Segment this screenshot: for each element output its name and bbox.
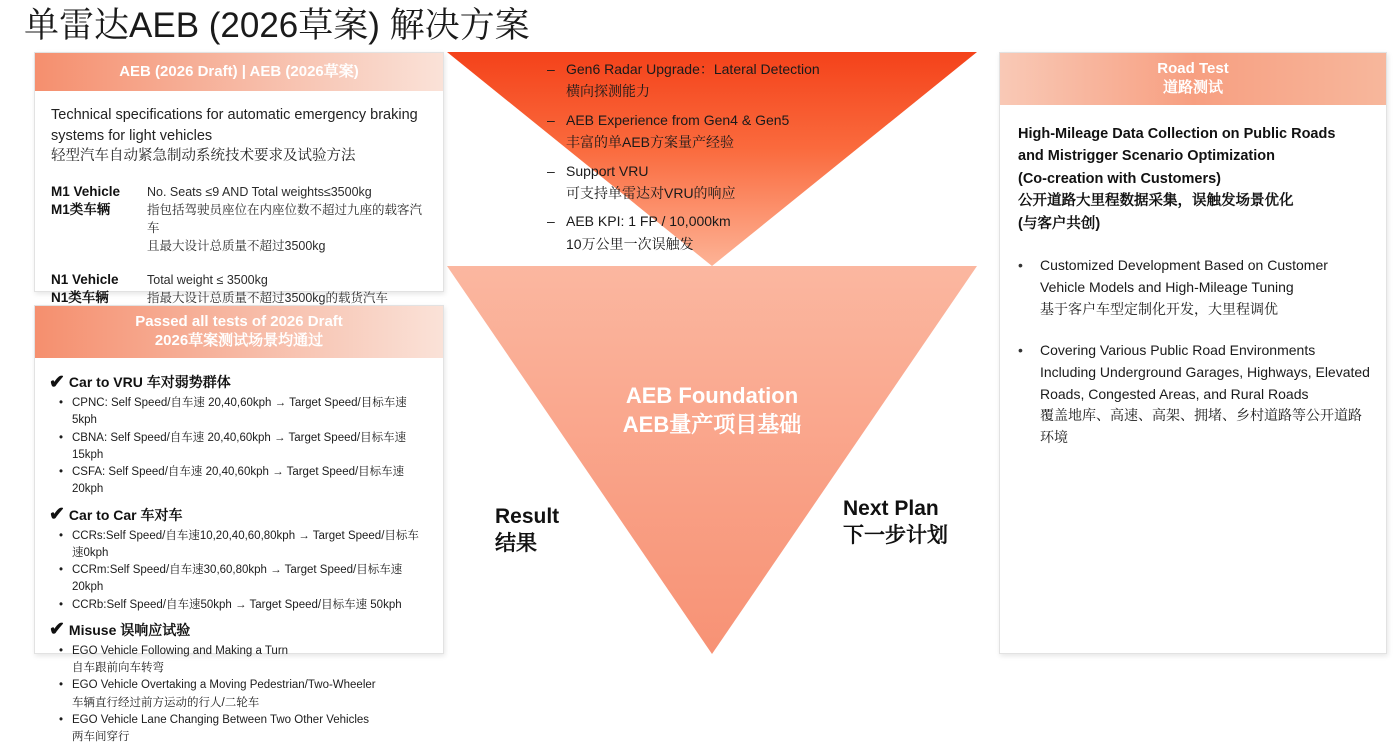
passed-tests-header-en: Passed all tests of 2026 Draft: [135, 313, 343, 331]
list-item: [1018, 340, 1370, 448]
bullet-dot-icon: •: [59, 466, 64, 478]
list-item: [59, 597, 429, 614]
road-test-summary-line-1: High-Mileage Data Collection on Public Roads: [1018, 126, 1336, 142]
test-group-car-to-car-label: Car to Car 车对车: [68, 506, 183, 523]
bullet-dot-icon: •: [59, 644, 64, 657]
list-item-subtext: 自车跟前向车转弯: [72, 662, 164, 674]
list-item: [1018, 255, 1370, 320]
passed-tests-header-cn: 2026草案测试场景均通过: [154, 332, 324, 349]
next-plan-item-en: AEB Experience from Gen4 & Gen5: [566, 111, 790, 128]
next-plan-item: [547, 160, 977, 205]
next-plan-item: [547, 210, 977, 255]
list-item-text: EGO Vehicle Lane Changing Between Two Other Vehicles: [72, 713, 370, 726]
road-test-card-header: [1000, 53, 1386, 105]
spec-row-n1: [51, 271, 427, 307]
result-label: [495, 503, 559, 558]
check-icon: ✔: [49, 371, 65, 393]
bullet-dot-icon: •: [1018, 257, 1023, 274]
funnel-label-cn: AEB量产项目基础: [622, 411, 802, 437]
list-item-subtext: 两车间穿行: [72, 731, 130, 743]
aeb-spec-card-header: AEB (2026 Draft) | AEB (2026草案): [35, 53, 443, 91]
list-item-text: CCRm:Self Speed/自车速30,60,80kph → Target Speed/目标车速 20kph: [72, 564, 403, 594]
next-plan-item-cn: 可支持单雷达对VRU的响应: [566, 184, 736, 201]
road-test-summary: [1018, 123, 1370, 235]
result-label-en: Result: [495, 505, 560, 528]
bullet-dot-icon: •: [59, 397, 64, 409]
bullet-dot-icon: •: [59, 564, 64, 576]
spec-row-n1-key-cn: N1类车辆: [51, 290, 109, 306]
result-label-cn: 结果: [495, 532, 537, 556]
list-item-text: CBNA: Self Speed/自车速 20,40,60kph → Target Speed/目标车速15kph: [72, 431, 407, 461]
next-plan-item-en: AEB KPI: 1 FP / 10,000km: [566, 213, 731, 230]
spec-row-n1-value: [147, 271, 388, 307]
bullet-dot-icon: •: [59, 713, 64, 726]
list-item-text: CCRb:Self Speed/自车速50kph → Target Speed/目标车速 50kph: [72, 598, 402, 611]
spec-row-n1-key: [51, 271, 147, 307]
bullet-dot-icon: •: [1018, 342, 1023, 359]
road-test-card-body: [1000, 105, 1386, 459]
spec-row-m1: [51, 183, 427, 256]
spec-description-en: Technical specifications for automatic emergency braking systems for light vehicles: [51, 107, 418, 144]
next-plan-item-cn: 10万公里一次误触发: [566, 235, 694, 252]
list-item: [59, 464, 429, 499]
next-plan-list: [547, 58, 977, 261]
list-item: [59, 562, 429, 597]
next-plan-item: [547, 58, 977, 103]
next-plan-label: [843, 495, 948, 550]
spec-row-m1-key-en: M1 Vehicle: [51, 183, 121, 199]
list-item: [59, 430, 429, 465]
next-plan-item-en: Gen6 Radar Upgrade：Lateral Detection: [566, 61, 820, 77]
next-plan-item-cn: 横向探测能力: [566, 83, 650, 100]
spec-row-m1-value-cn2: 且最大设计总质量不超过3500kg: [147, 239, 326, 254]
list-item-text: CSFA: Self Speed/自车速 20,40,60kph → Target Speed/目标车速20kph: [72, 466, 405, 496]
funnel-label: [623, 382, 801, 439]
road-test-summary-line-4: 公开道路大里程数据采集，误触发场景优化: [1018, 193, 1294, 210]
spec-row-m1-value: [147, 183, 427, 256]
list-item-text: EGO Vehicle Overtaking a Moving Pedestrian/Two-Wheeler: [72, 679, 376, 692]
next-plan-label-cn: 下一步计划: [843, 524, 948, 548]
funnel-lower-triangle: [447, 266, 977, 654]
bullet-dot-icon: •: [59, 679, 64, 692]
test-group-misuse-title: [49, 620, 429, 640]
dash-icon: –: [547, 61, 555, 77]
road-test-summary-line-3: (Co-creation with Customers): [1018, 170, 1222, 187]
list-item-text: [1040, 255, 1370, 320]
list-item: [59, 528, 429, 563]
road-test-header-en: Road Test: [1157, 60, 1229, 78]
check-icon: ✔: [49, 619, 65, 641]
road-test-header-cn: 道路测试: [1162, 79, 1223, 96]
list-item: [59, 395, 429, 430]
list-item-text-cn: 覆盖地库、高速、高架、拥堵、乡村道路等公开道路环境: [1040, 407, 1362, 446]
bullet-dot-icon: •: [59, 431, 64, 444]
list-item-text: [1040, 340, 1370, 448]
bullet-dot-icon: •: [59, 598, 64, 611]
list-item: [59, 712, 429, 729]
test-group-car-to-vru-title: [49, 372, 429, 392]
road-test-summary-line-2: and Mistrigger Scenario Optimization: [1018, 148, 1276, 165]
spec-row-m1-value-cn1: 指包括驾驶员座位在内座位数不超过九座的载客汽车: [147, 202, 423, 235]
check-icon: ✔: [49, 504, 65, 525]
spec-row-m1-value-en: No. Seats ≤9 AND Total weights≤3500kg: [147, 184, 372, 199]
aeb-spec-card: [34, 52, 444, 306]
spec-row-m1-key: [51, 183, 147, 256]
passed-tests-card-body: [35, 358, 443, 750]
next-plan-label-en: Next Plan: [843, 497, 939, 520]
spec-row-n1-value-cn1: 指最大设计总质量不超过3500kg的载货汽车: [147, 291, 389, 306]
spec-description-cn: 轻型汽车自动紧急制动系统技术要求及试验方法: [51, 148, 356, 165]
spec-row-m1-key-cn: M1类车辆: [51, 201, 111, 217]
list-item-text-cn: 基于客户车型定制化开发，大里程调优: [1040, 300, 1278, 317]
dash-icon: –: [547, 213, 555, 230]
next-plan-item: [547, 109, 977, 154]
spec-row-n1-value-en: Total weight ≤ 3500kg: [147, 273, 268, 288]
passed-tests-card: [34, 305, 444, 743]
next-plan-item-cn: 丰富的单AEB方案量产经验: [566, 134, 735, 151]
list-item-subtext: 车辆直行经过前方运动的行人/二轮车: [72, 696, 260, 709]
list-item-text: EGO Vehicle Following and Making a Turn: [72, 644, 289, 657]
list-item-text: CPNC: Self Speed/自车速 20,40,60kph → Target Speed/目标车速 5kph: [72, 397, 407, 427]
test-group-misuse-label: Misuse 误响应试验: [68, 621, 191, 638]
spec-row-n1-key-en: N1 Vehicle: [51, 272, 119, 288]
test-group-car-to-car-title: [49, 505, 429, 525]
funnel-label-en: AEB Foundation: [625, 383, 799, 408]
dash-icon: –: [547, 162, 555, 179]
dash-icon: –: [547, 111, 555, 128]
passed-tests-card-header: [35, 306, 443, 358]
list-item-text: CCRs:Self Speed/自车速10,20,40,60,80kph → Target Speed/目标车速0kph: [72, 529, 419, 559]
aeb-spec-card-body: [35, 91, 443, 314]
list-item-text-en: Customized Development Based on Customer Vehicle Models and High-Mileage Tuning: [1040, 257, 1328, 296]
road-test-summary-line-5: (与客户共创): [1018, 215, 1101, 232]
list-item: [59, 677, 429, 694]
next-plan-item-en: Support VRU: [566, 162, 649, 179]
test-group-car-to-vru-label: Car to VRU 车对弱势群体: [68, 374, 231, 390]
road-test-card: [999, 52, 1387, 654]
page-title: 单雷达AEB (2026草案) 解决方案: [24, 6, 530, 45]
list-item-text-en: Covering Various Public Road Environments Including Underground Garages, Highways, Elevated Roads, Congested Areas, and Rural Roads: [1040, 342, 1370, 402]
bullet-dot-icon: •: [59, 529, 64, 542]
list-item: [59, 643, 429, 660]
